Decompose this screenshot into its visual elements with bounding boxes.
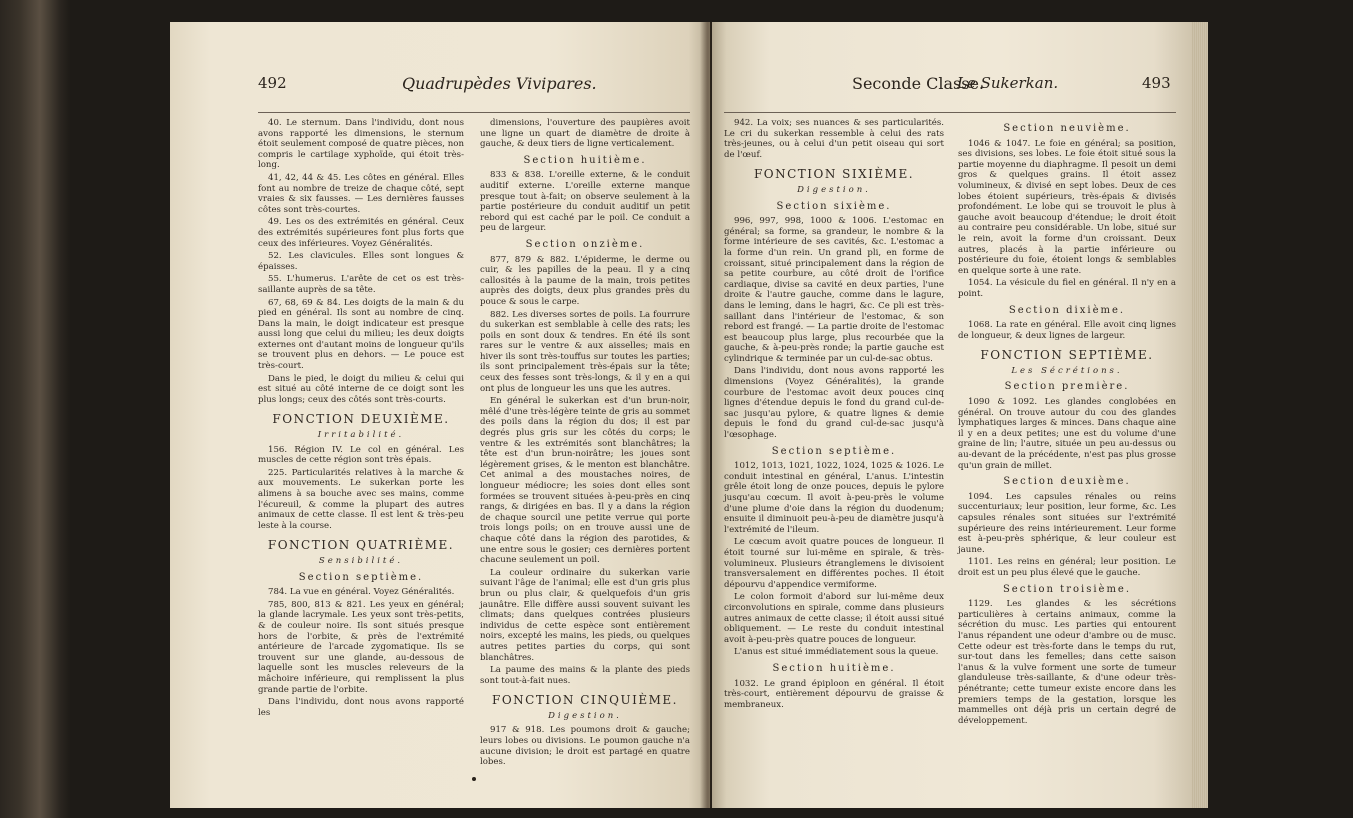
paragraph: 41, 42, 44 & 45. Les côtes en général. Elles font au nombre de treize de chaque côté, sept vraies & six fausses. — Les dernières fausses côtes sont très-courtes. <box>258 172 464 215</box>
paragraph: dimensions, l'ouverture des paupières avoit une ligne un quart de diamètre de droite à gauche, & deux tiers de ligne verticalement. <box>480 118 690 150</box>
paragraph: 1046 & 1047. Le foie en général; sa position, ses divisions, ses lobes. Le foie étoit situé sous la partie moyenne du diaphragme. Il pesoit un demi gros & quelques grains. Il étoit assez volumineux, & divisé en sept lobes. Deux de ces lobes étoient supérieurs, très-épais & divisés profondément. Le lobe qui se trouvoit le plus à gauche avoit beaucoup d'étendue; le droit étoit au contraire peu considérable. Un lobe, situé sur le rein, avoit la forme d'un croissant. Deux autres, placés à la partie inférieure ou postérieure du foie, étoient longs & semblables en quelque sorte à une rate. <box>958 138 1176 276</box>
paragraph: Dans le pied, le doigt du milieu & celui qui est situé au côté interne de ce doigt sont les plus longs; ceux des côtés sont très-courts. <box>258 373 464 405</box>
paragraph: Le colon formoit d'abord sur lui-même deux circonvolutions en spirale, comme dans plusieurs autres animaux de cette classe; il étoit aussi situé obliquement. — Le reste du conduit intestinal avoit à-peu-près quatre pouces de longueur. <box>724 592 944 645</box>
paragraph: 882. Les diverses sortes de poils. La fourrure du sukerkan est semblable à celle des rats; les poils en sont doux & tendres. En été ils sont rares sur le ventre & aux aisselles; mais en hiver ils sont très-touffus sur toutes les parties; ils sont principalement très-épais sur la tête; ceux des fesses sont très-longs, & il y en a qui ont plus de longueur les uns que les autres. <box>480 309 690 394</box>
section-heading: Section septième. <box>771 445 897 457</box>
section-heading: Section troisième. <box>1002 583 1132 595</box>
left-running-head <box>258 74 287 92</box>
paragraph: En général le sukerkan est d'un brun-noir, mêlé d'une très-légère teinte de gris au sommet des poils dans la région du dos; il est par degrés plus gris sur les côtés du corps; le ventre & les extrémités sont blanchâtres; la tête est d'un brun-noirâtre; les joues sont légèrement grises, & le menton est blanchâtre. Cet animal a des moustaches noires, de longueur médiocre; les soies dont elles sont formées se trouvent situées à-peu-près en cinq rangs, & dirigées en bas. Il y a dans la région de chaque sourcil une petite verrue qui porte trois longs poils; on en trouve aussi une de chaque côté dans la région des parotides, & une entre sous le gosier; ces dernières portent chacune seulement un poil. <box>480 396 690 566</box>
left-page <box>170 22 710 808</box>
subheading: Sensibilité. <box>318 555 404 566</box>
function-heading: FONCTION DEUXIÈME. <box>272 412 450 427</box>
section-heading: Section onzième. <box>525 238 645 250</box>
right-header-rule <box>724 112 1176 113</box>
paragraph: Dans l'individu, dont nous avons rapporté les dimensions (Voyez Généralités), la grande courbure de l'estomac avoit deux pouces cinq lignes d'étendue depuis le fond du grand cul-de-sac jusqu'au pylore, & quatre lignes & demie depuis le fond du grand cul-de-sac jusqu'à l'œsophage. <box>724 366 944 441</box>
function-heading: FONCTION SIXIÈME. <box>753 167 915 182</box>
right-running-title-left: Seconde Classe. <box>852 74 984 93</box>
subheading: Digestion. <box>797 184 871 195</box>
function-heading: FONCTION CINQUIÈME. <box>492 693 678 708</box>
paragraph: 52. Les clavicules. Elles sont longues & épaisses. <box>258 251 464 272</box>
section-heading: Section deuxième. <box>1003 476 1131 488</box>
paragraph: 877, 879 & 882. L'épiderme, le derme ou cuir, & les papilles de la peau. Il y a cinq callosités à la paume de la main, trois petites auprès des doigts, deux plus grandes près du pouce & sous le carpe. <box>480 254 690 307</box>
right-column-2 <box>958 118 1176 728</box>
paragraph: 49. Les os des extrémités en général. Ceux des extrémités supérieures font plus forts que ceux des inférieures. Voyez Généralités. <box>258 217 464 249</box>
function-heading: FONCTION SEPTIÈME. <box>980 348 1154 363</box>
paragraph: 942. La voix; ses nuances & ses particularités. Le cri du sukerkan ressemble à celui des rats très-jeunes, ou à celui d'un petit oiseau qui sort de l'œuf. <box>724 118 944 160</box>
section-heading: Section première. <box>1004 381 1130 393</box>
section-heading: Section neuvième. <box>1003 123 1131 134</box>
right-column-1 <box>724 118 944 712</box>
paragraph: 1032. Le grand épiploon en général. Il étoit très-court, entièrement dépourvu de graisse & membraneux. <box>724 678 944 710</box>
subheading: Irritabilité. <box>317 430 405 441</box>
paragraph: L'anus est situé immédiatement sous la queue. <box>734 647 939 658</box>
left-running-title: Quadrupèdes Vivipares. <box>402 74 597 93</box>
right-running-title-right: Le Sukerkan. <box>957 74 1059 92</box>
section-heading: Section dixième. <box>1008 304 1126 316</box>
paragraph: 1101. Les reins en général; leur position. Le droit est un peu plus élevé que le gauche. <box>958 557 1176 578</box>
paragraph: Le cœcum avoit quatre pouces de longueur. Il étoit tourné sur lui-même en spirale, & très-volumineux. Plusieurs étranglemens le divisoient transversalement en différentes poches. Il étoit dépourvu d'appendice vermiforme. <box>724 537 944 590</box>
paragraph: 1094. Les capsules rénales ou reins succenturiaux; leur position, leur forme, &c. Les capsules rénales sont situées sur l'extrémité supérieure des reins intérieurement. Leur forme est à-peu-près sphérique, & leur couleur est jaune. <box>958 491 1176 555</box>
section-heading: Section septième. <box>298 571 424 583</box>
paragraph: 784. La vue en général. Voyez Généralités. <box>268 587 455 598</box>
paragraph: Dans l'individu, dont nous avons rapporté les <box>258 697 464 718</box>
left-column-1 <box>258 118 464 720</box>
paragraph: 1068. La rate en général. Elle avoit cinq lignes de longueur, & deux lignes de largeur. <box>958 320 1176 341</box>
paragraph: 996, 997, 998, 1000 & 1006. L'estomac en général; sa forme, sa grandeur, le nombre & la forme intérieure de ses cavités, &c. L'estomac a la forme d'un rein. Un grand pli, en forme de croissant, situé principalement dans la région de sa petite courbure, au côté droit de l'orifice cardiaque, divise sa cavité en deux parties, l'une droite & l'autre gauche, comme dans le lagure, dans le leming, dans le hagri, &c. Ce pli est très-saillant dans l'intérieur de l'estomac, & son rebord est frangé. — La partie droite de l'estomac est beaucoup plus large, plus recourbée que la gauche, & à-peu-près ronde; la partie gauche est cylindrique & terminée par un cul-de-sac obtus. <box>724 216 944 364</box>
paragraph: 1129. Les glandes & les sécrétions particulières à certains animaux, comme la sécrétion du musc. Les parties qui entourent l'anus répandent une odeur d'ambre ou de musc. Cette odeur est très-forte dans le temps du rut, sur-tout dans les femelles; dans cette saison l'anus & la vulve forment une sorte de tumeur glanduleuse très-saillante, & d'une odeur très-pénétrante; cette tumeur existe encore dans les premiers temps de la gestation, lorsque les mammelles ont déjà pris un certain degré de développement. <box>958 599 1176 726</box>
paragraph: La paume des mains & la plante des pieds sont tout-à-fait nues. <box>480 665 690 686</box>
paragraph: 917 & 918. Les poumons droit & gauche; leurs lobes ou divisions. Le poumon gauche n'a aucune division; le droit est partagé en quatre lobes. <box>480 725 690 768</box>
left-header-rule <box>258 112 690 113</box>
paragraph: 156. Région IV. Le col en général. Les muscles de cette région sont très épais. <box>258 444 464 466</box>
paragraph: 1012, 1013, 1021, 1022, 1024, 1025 & 1026. Le conduit intestinal en général, L'anus. L'intestin grêle étoit long de onze pouces, depuis le pylore jusqu'au cœcum. Il avoit à-peu-près le volume d'une plume d'oie dans la région du duodenum; ensuite il diminuoit peu-à-peu de diamètre jusqu'à l'extrémité de l'ileum. <box>724 461 944 535</box>
subheading: Digestion. <box>548 710 622 721</box>
paragraph: La couleur ordinaire du sukerkan varie suivant l'âge de l'animal; elle est d'un gris plus brun ou plus clair, & quelquefois d'un gris jaunâtre. Elle diffère aussi souvent suivant les climats; dans quelques contrées plusieurs individus de cette espèce sont entièrement noirs, excepté les mains, les pieds, ou quelques autres petites parties du corps, qui sont blanchâtres. <box>480 567 690 663</box>
subheading: Les Sécrétions. <box>1011 365 1123 376</box>
paragraph: 40. Le sternum. Dans l'individu, dont nous avons rapporté les dimensions, le sternum étoit seulement composé de quatre pièces, non compris le cartilage xyphoïde, qui étoit très-long. <box>258 118 464 171</box>
paragraph: 785, 800, 813 & 821. Les yeux en général; la glande lacrymale. Les yeux sont très-petits, & de couleur noire. Ils sont situés presque hors de l'orbite, & près de l'extrémité antérieure de l'arcade zygomatique. Ils se trouvent sur une glande, au-dessous de laquelle sont les muscles releveurs de la mâchoire inférieure, qui remplissent la plus grande partie de l'orbite. <box>258 599 464 695</box>
paragraph: 1054. La vésicule du fiel en général. Il n'y en a point. <box>958 278 1176 299</box>
paragraph: 67, 68, 69 & 84. Les doigts de la main & du pied en général. Ils sont au nombre de cinq. Dans la main, le doigt indicateur est presque aussi long que celui du milieu; les deux doigts externes ont d'autant moins de longueur qu'ils se trouvent plus en dehors. — Le pouce est très-court. <box>258 297 464 372</box>
section-heading: Section sixième. <box>776 200 892 212</box>
left-page-number: 492 <box>258 74 287 92</box>
paragraph: 55. L'humerus. L'arête de cet os est très-saillante auprès de sa tête. <box>258 274 464 295</box>
section-heading: Section huitième. <box>523 154 647 166</box>
right-page-number: 493 <box>1142 74 1171 92</box>
function-heading: FONCTION QUATRIÈME. <box>267 538 455 553</box>
paragraph: 833 & 838. L'oreille externe, & le conduit auditif externe. L'oreille externe manque presque tout à-fait; on observe seulement à la partie postérieure du conduit auditif un petit rebord qui est caché par le poil. Ce conduit a peu de largeur. <box>480 170 690 234</box>
printer-mark <box>472 777 476 781</box>
left-column-2 <box>480 118 690 770</box>
paragraph: 1090 & 1092. Les glandes conglobées en général. On trouve autour du cou des glandes lymphatiques larges & minces. Dans chaque aine il y en a deux petites; une est du volume d'une graine de lin; l'autre, située un peu au-dessus ou au-devant de la précédente, n'est pas plus grosse qu'un grain de millet. <box>958 397 1176 471</box>
paragraph: 225. Particularités relatives à la marche & aux mouvements. Le sukerkan porte les alimens à sa bouche avec ses mains, comme l'écureuil, & comme la plupart des autres animaux de cette classe. Il est lent & très-peu leste à la course. <box>258 467 464 531</box>
right-page <box>712 22 1192 808</box>
section-heading: Section huitième. <box>772 662 896 674</box>
page-stack-edge <box>1192 22 1208 808</box>
